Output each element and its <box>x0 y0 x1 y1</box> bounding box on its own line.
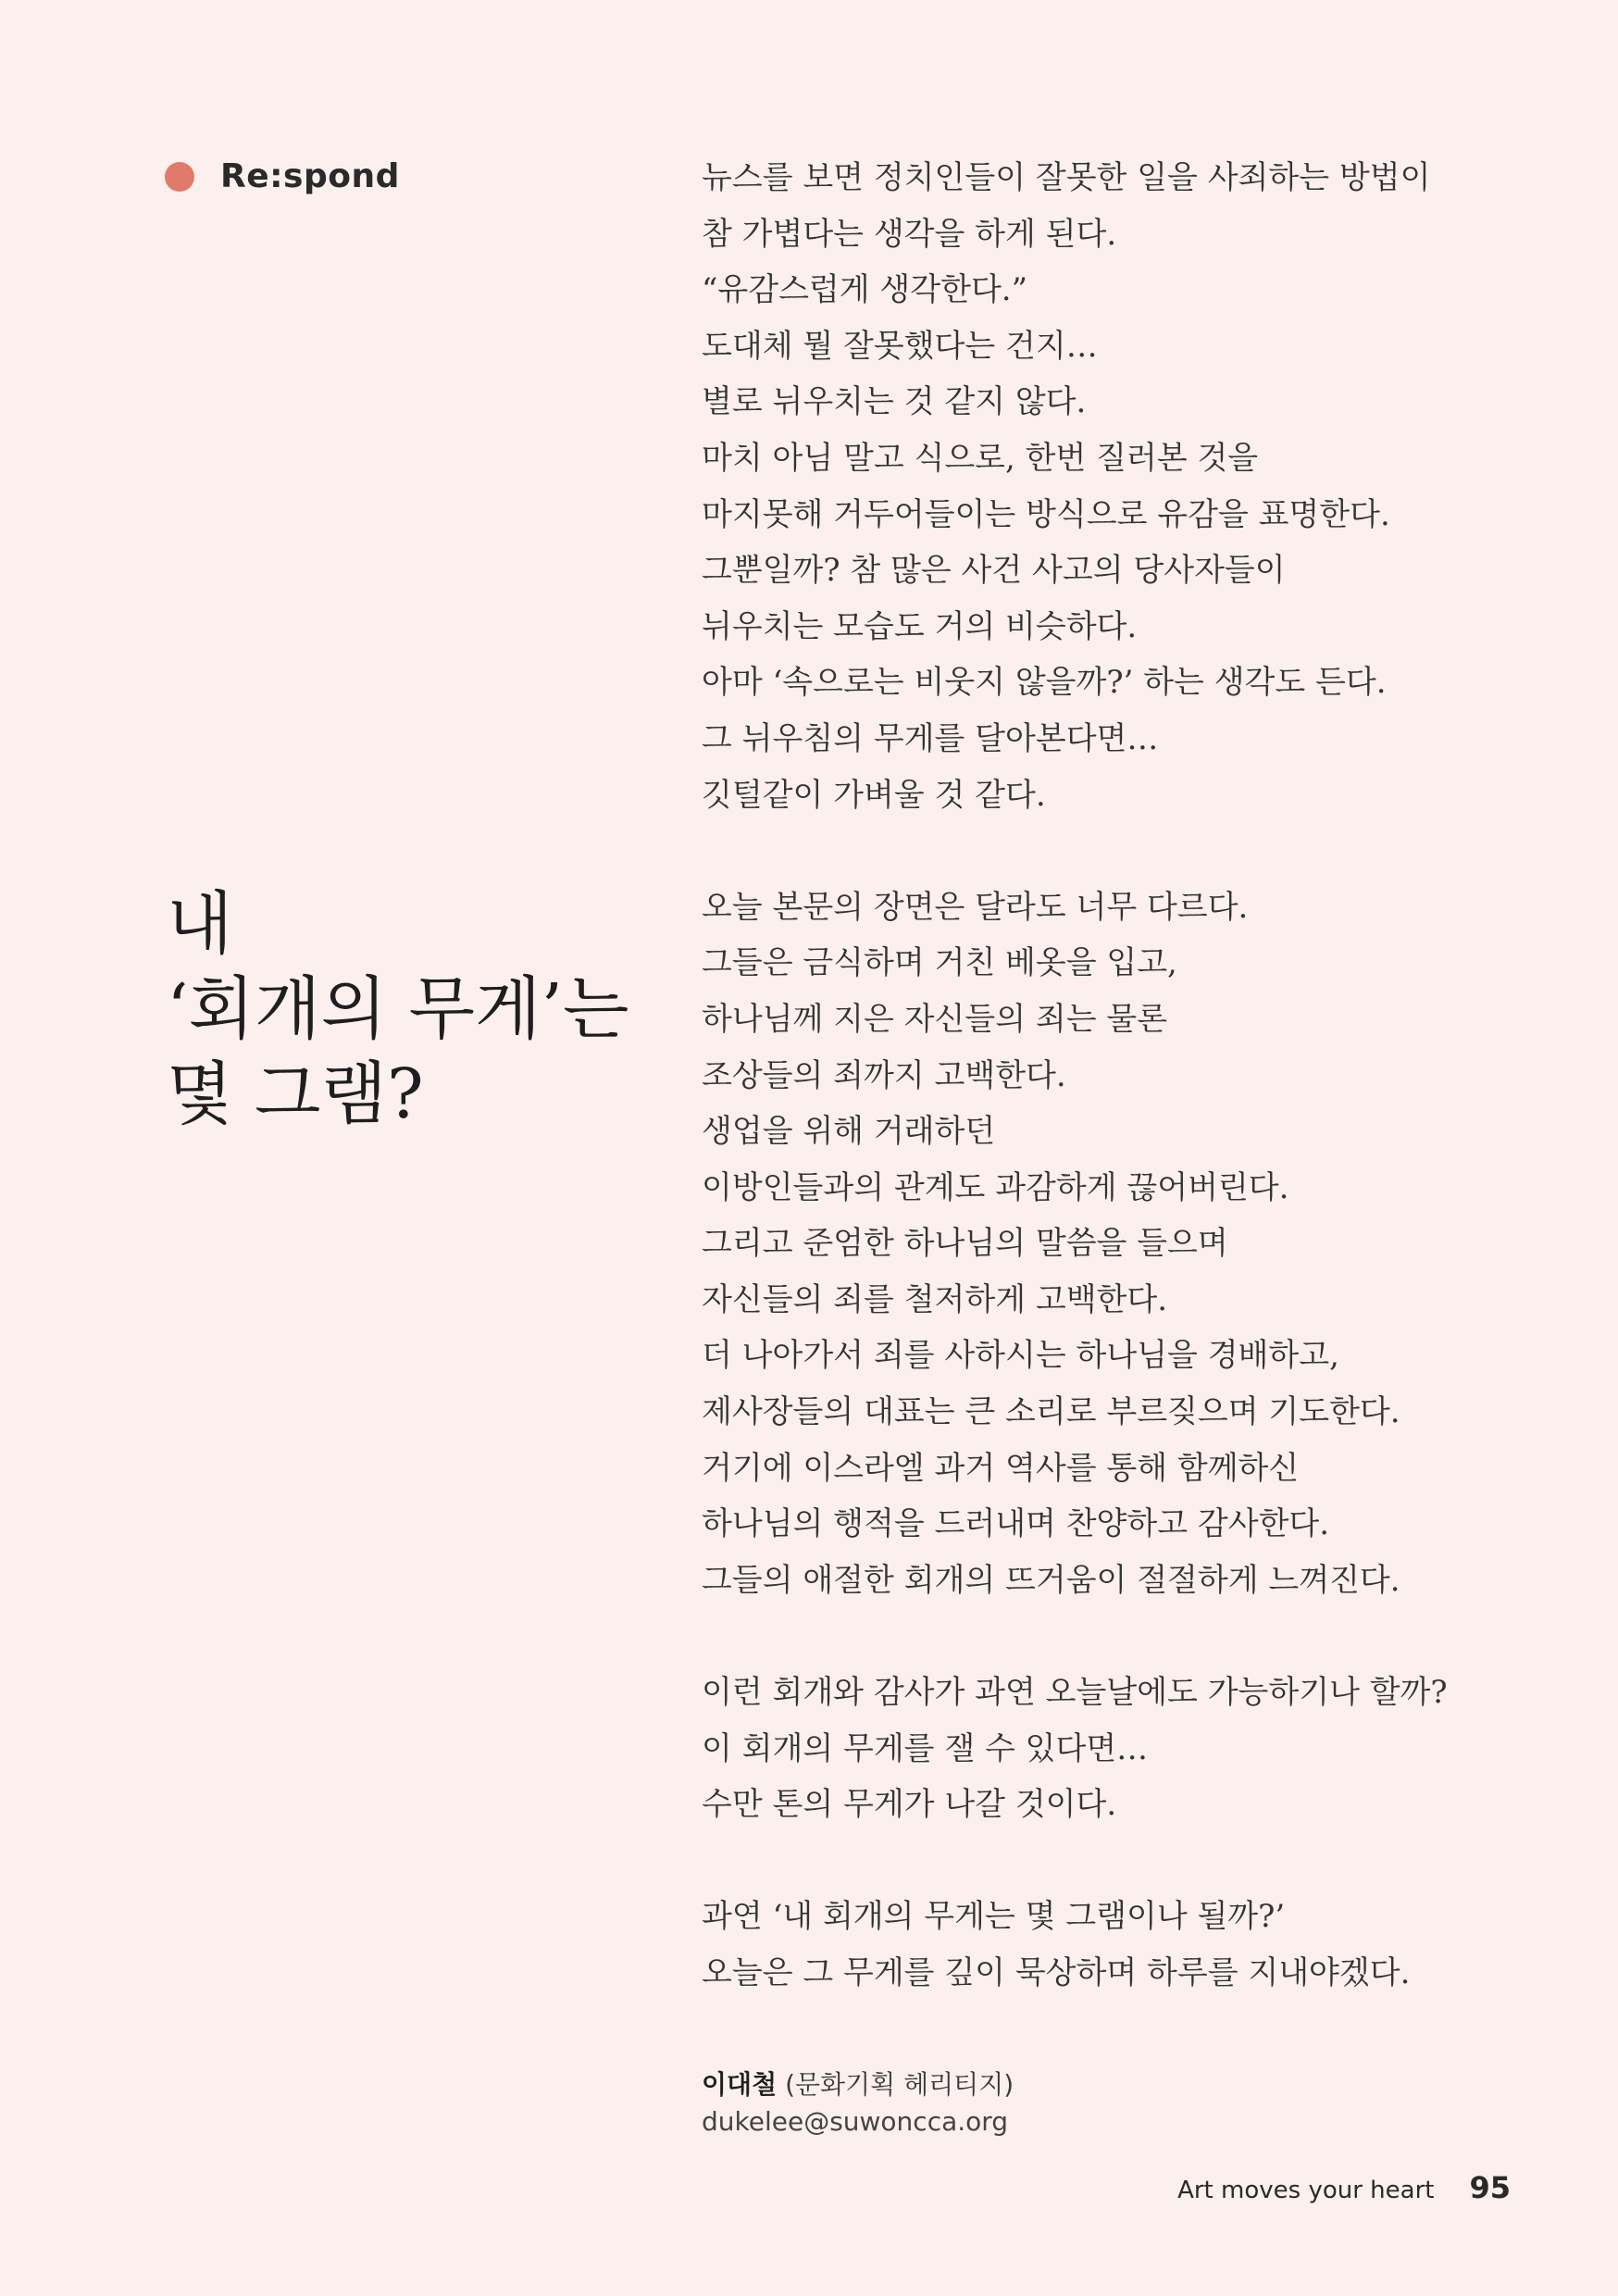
body-line: 하나님의 행적을 드러내며 찬양하고 감사한다. <box>702 1505 1330 1543</box>
headline <box>167 881 648 1137</box>
body-line: 더 나아가서 죄를 사하시는 하나님을 경배하고, <box>702 1337 1339 1375</box>
body-line: 오늘은 그 무게를 깊이 묵상하며 하루를 지내야겠다. <box>702 1954 1411 1991</box>
body-line: 그들은 금식하며 거친 베옷을 입고, <box>702 944 1177 982</box>
section-label <box>165 157 400 195</box>
body-line: 이런 회개와 감사가 과연 오늘날에도 가능하기나 할까? <box>702 1674 1448 1712</box>
article-body <box>702 150 1553 2057</box>
author-affiliation: (문화기획 헤리티지) <box>785 2069 1014 2100</box>
body-line: 마지못해 거두어들이는 방식으로 유감을 표명한다. <box>702 495 1390 533</box>
headline-line: 내 <box>167 884 233 964</box>
body-line: 이방인들과의 관계도 과감하게 끊어버린다. <box>702 1168 1289 1206</box>
body-line: 뉴스를 보면 정치인들이 잘못한 일을 사죄하는 방법이 <box>702 159 1431 196</box>
author-credit <box>702 2066 1014 2140</box>
body-line: 뉘우치는 모습도 거의 비슷하다. <box>702 607 1138 645</box>
author-email[interactable]: dukelee@suwoncca.org <box>702 2106 1009 2137</box>
body-line: 참 가볍다는 생각을 하게 된다. <box>702 215 1117 253</box>
page-footer <box>1177 2170 1511 2205</box>
body-line: 하나님께 지은 자신들의 죄는 물론 <box>702 1000 1168 1038</box>
body-line: 그리고 준엄한 하나님의 말씀을 들으며 <box>702 1225 1228 1263</box>
paragraph <box>702 1889 1553 2001</box>
body-line: 조상들의 죄까지 고백한다. <box>702 1056 1066 1094</box>
headline-line: 몇 그램? <box>167 1054 424 1134</box>
body-line: 자신들의 죄를 철저하게 고백한다. <box>702 1280 1168 1318</box>
body-line: 깃털같이 가벼울 것 같다. <box>702 776 1046 814</box>
body-line: “유감스럽게 생각한다.” <box>702 271 1027 309</box>
body-line: 생업을 위해 거래하던 <box>702 1113 996 1151</box>
body-line: 제사장들의 대표는 큰 소리로 부르짖으며 기도한다. <box>702 1393 1400 1431</box>
author-name: 이대철 <box>702 2069 778 2100</box>
headline-line: ‘회개의 무게’는 <box>167 969 629 1049</box>
paragraph <box>702 880 1553 1609</box>
body-line: 그 뉘우침의 무게를 달아본다면… <box>702 719 1159 757</box>
body-line: 마치 아님 말고 식으로, 한번 질러본 것을 <box>702 439 1259 477</box>
body-line: 그들의 애절한 회개의 뜨거움이 절절하게 느껴진다. <box>702 1561 1400 1599</box>
paragraph <box>702 1665 1553 1833</box>
section-label-text: Re:spond <box>220 157 400 195</box>
paragraph <box>702 150 1553 823</box>
body-line: 아마 ‘속으로는 비웃지 않을까?’ 하는 생각도 든다. <box>702 664 1387 702</box>
body-line: 수만 톤의 무게가 나갈 것이다. <box>702 1786 1117 1824</box>
section-dot-icon <box>165 162 194 192</box>
body-line: 거기에 이스라엘 과거 역사를 통해 함께하신 <box>702 1449 1300 1487</box>
footer-tagline: Art moves your heart <box>1177 2177 1435 2204</box>
body-line: 도대체 뭘 잘못했다는 건지… <box>702 327 1098 365</box>
body-line: 이 회개의 무게를 잴 수 있다면… <box>702 1729 1149 1767</box>
body-line: 별로 뉘우치는 것 같지 않다. <box>702 383 1087 421</box>
page-number: 95 <box>1469 2170 1511 2205</box>
body-line: 오늘 본문의 장면은 달라도 너무 다르다. <box>702 888 1249 926</box>
body-line: 그뿐일까? 참 많은 사건 사고의 당사자들이 <box>702 552 1286 590</box>
body-line: 과연 ‘내 회개의 무게는 몇 그램이나 될까?’ <box>702 1898 1286 1936</box>
